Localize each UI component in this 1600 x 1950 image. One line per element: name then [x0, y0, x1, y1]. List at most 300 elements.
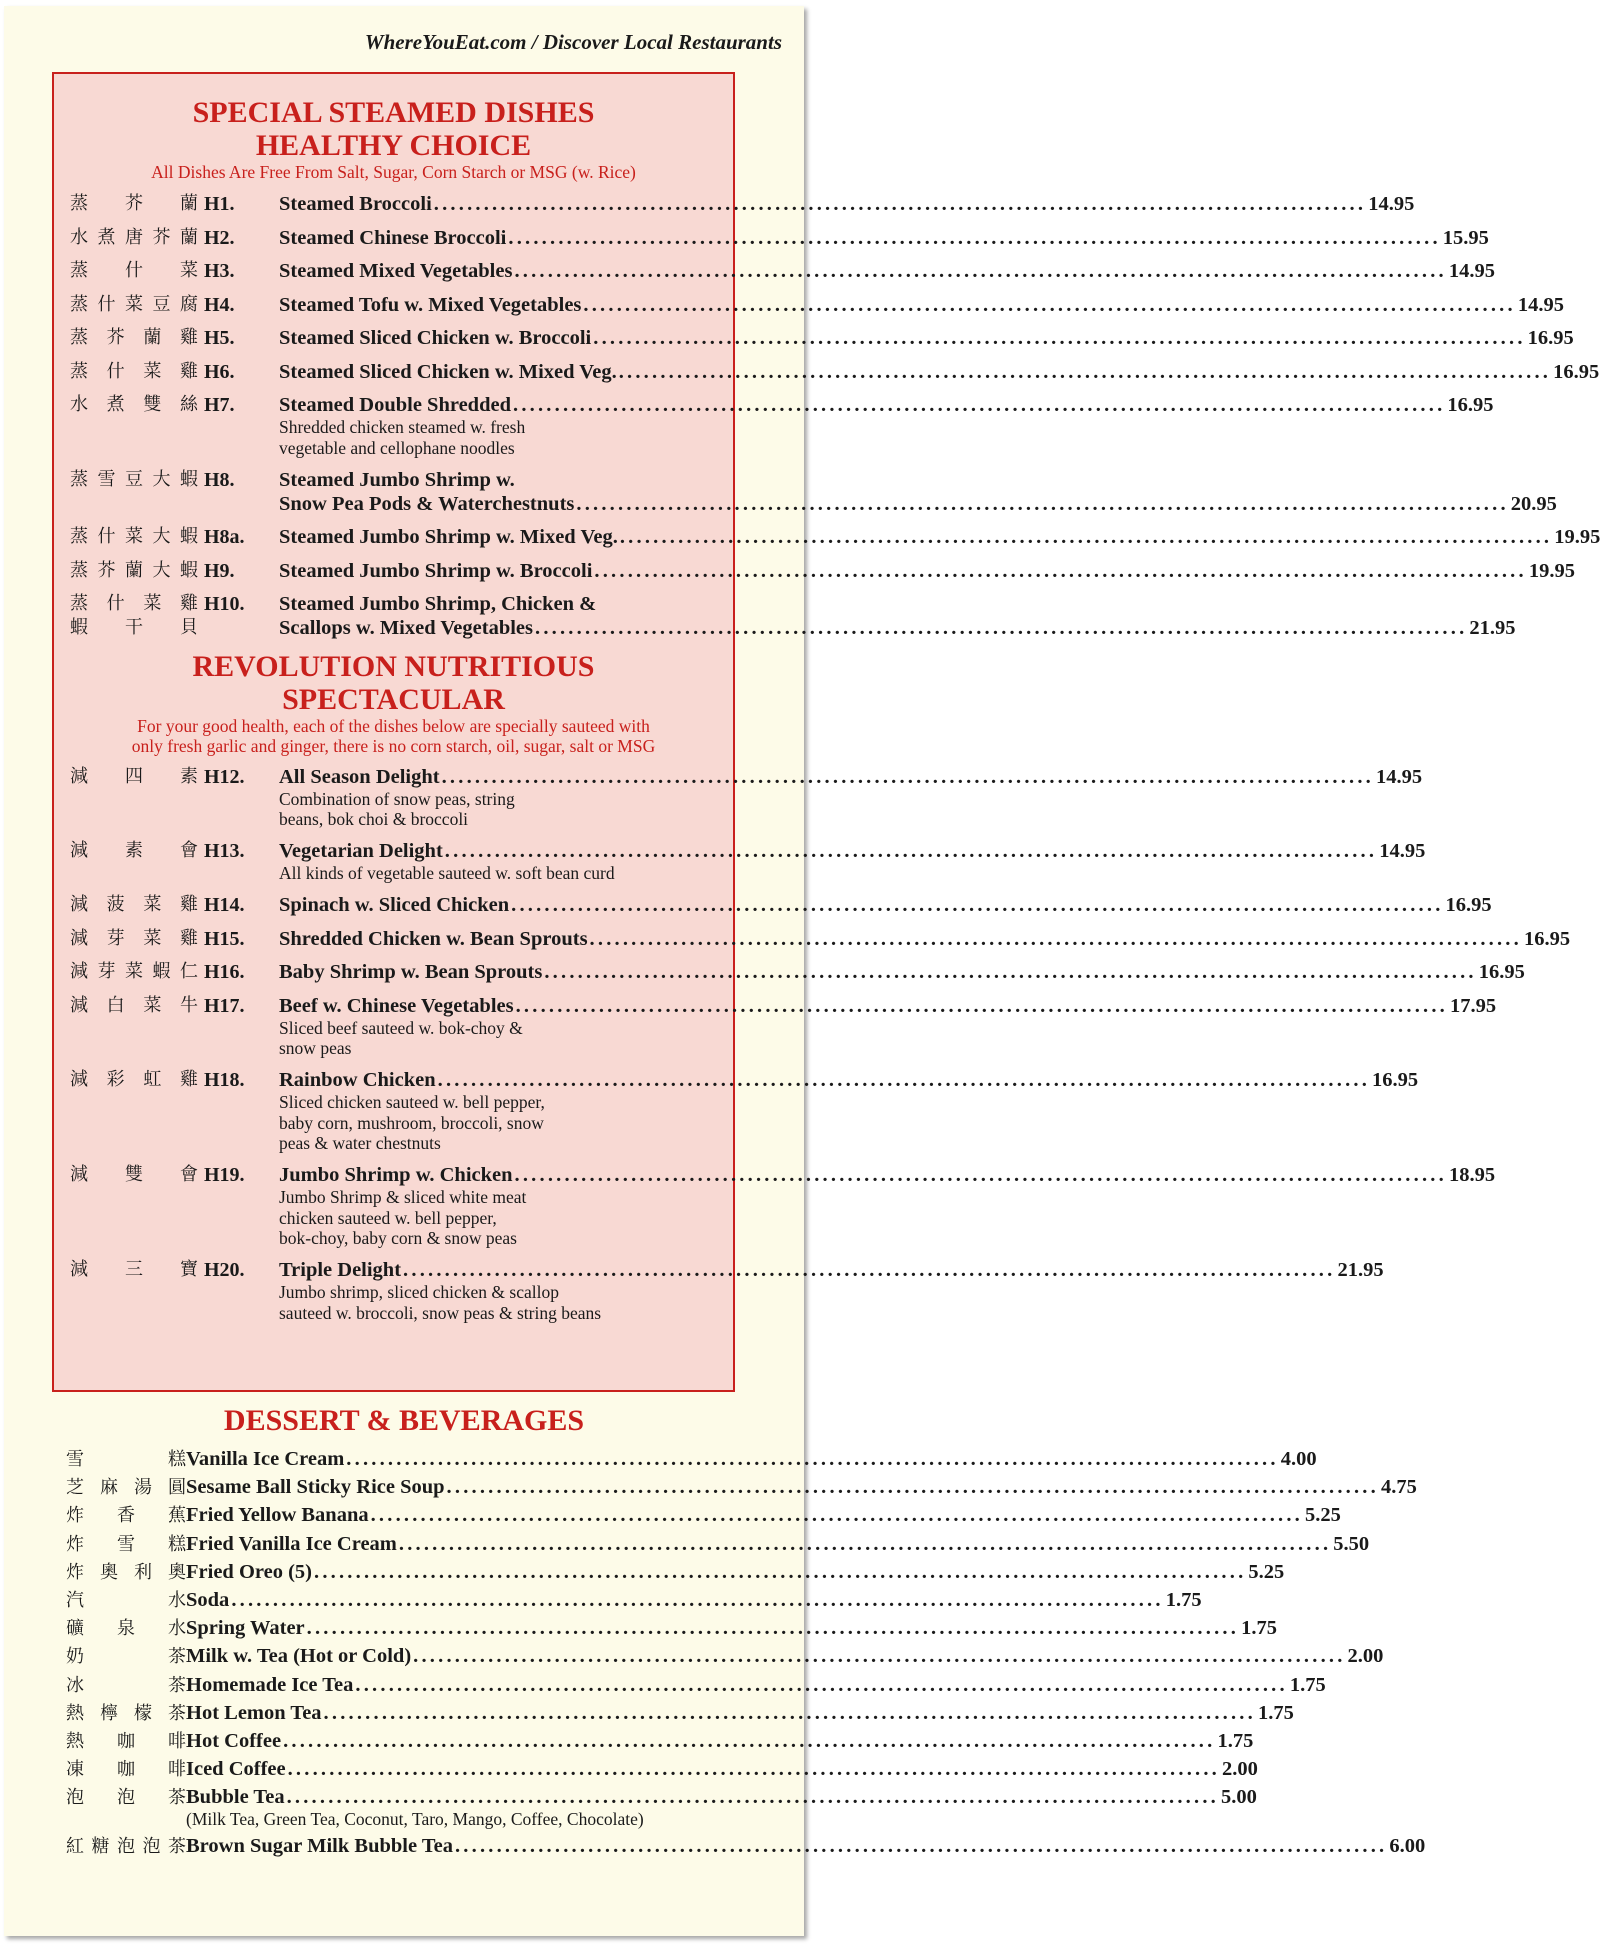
item-code: H15.	[204, 927, 245, 950]
dot-leader	[516, 994, 1448, 1018]
menu-page	[4, 6, 1600, 1936]
item-price: 5.00	[1220, 1786, 1257, 1809]
item-code: H4.	[204, 293, 235, 316]
item-name: Spring Water	[186, 1617, 305, 1640]
menu-item	[66, 1673, 1326, 1697]
item-name-line	[279, 765, 1422, 789]
description-line: Combination of snow peas, string	[279, 788, 515, 809]
item-description	[279, 417, 1494, 458]
dot-leader	[399, 1533, 1331, 1556]
item-text	[186, 1702, 1294, 1725]
chinese-name: 水煮雙絲	[70, 394, 198, 415]
item-name-line	[279, 293, 1564, 317]
dot-leader	[324, 1702, 1256, 1725]
item-text	[186, 1476, 1417, 1499]
dot-leader	[403, 1258, 1335, 1282]
item-price: 4.75	[1380, 1476, 1417, 1499]
item-price: 1.75	[1165, 1588, 1202, 1611]
item-text	[186, 1835, 1425, 1858]
dot-leader	[590, 927, 1522, 951]
dot-leader	[434, 192, 1366, 216]
chinese-name: 奶茶	[66, 1646, 186, 1668]
chinese-name-column	[70, 1068, 198, 1092]
dot-leader	[231, 1589, 1163, 1612]
item-code: H20.	[204, 1259, 245, 1281]
item-name: Spinach w. Sliced Chicken	[279, 894, 510, 916]
item-description	[279, 1092, 1418, 1154]
item-name-line	[279, 525, 1600, 549]
item-name: Triple Delight	[279, 1259, 402, 1281]
item-text	[279, 839, 1425, 884]
dot-leader	[413, 1645, 1345, 1668]
menu-item	[54, 592, 1516, 640]
item-name-line	[186, 1589, 1202, 1612]
description-line: snow peas	[279, 1038, 352, 1058]
menu-item	[66, 1617, 1277, 1640]
menu-item	[54, 326, 1574, 350]
chinese-name-column	[70, 525, 198, 549]
item-name-cont: Scallops w. Mixed Vegetables	[279, 617, 533, 639]
item-price: 14.95	[1368, 193, 1415, 215]
chinese-name-column	[66, 1786, 186, 1809]
item-price: 15.95	[1442, 226, 1489, 249]
dot-leader	[346, 1448, 1278, 1471]
description-line: Shredded chicken steamed w. fresh	[279, 417, 526, 437]
chinese-name-column	[66, 1617, 186, 1640]
item-name-line	[186, 1504, 1341, 1527]
item-price: 5.50	[1333, 1532, 1370, 1555]
item-code: H14.	[204, 894, 245, 916]
chinese-name: 熱咖啡	[66, 1730, 186, 1752]
item-name-line	[186, 1533, 1369, 1556]
menu-item	[66, 1786, 1257, 1830]
item-name: Shredded Chicken w. Bean Sprouts	[279, 927, 588, 950]
menu-item	[66, 1834, 1426, 1858]
item-name: Homemade Ice Tea	[186, 1673, 354, 1696]
item-name-line	[279, 492, 1557, 516]
item-name: Brown Sugar Milk Bubble Tea	[186, 1834, 453, 1857]
chinese-name-column	[66, 1448, 186, 1471]
menu-item	[54, 259, 1495, 283]
revolution-note-1: For your good health, each of the dishes below are specially sauteed with	[137, 715, 650, 736]
item-name: Iced Coffee	[186, 1758, 286, 1781]
menu-item	[54, 765, 1423, 830]
item-name: Rainbow Chicken	[279, 1069, 436, 1091]
chinese-name: 減菠菜雞	[70, 894, 198, 915]
item-text	[279, 525, 1600, 549]
item-name: Hot Coffee	[186, 1729, 282, 1752]
item-price: 16.95	[1447, 394, 1494, 416]
chinese-name: 炸香蕉	[66, 1505, 186, 1527]
item-price: 16.95	[1553, 360, 1600, 383]
chinese-name-column	[66, 1476, 186, 1499]
dot-leader	[583, 293, 1515, 317]
item-price: 5.25	[1305, 1504, 1341, 1527]
item-name-line	[279, 1258, 1384, 1282]
item-name-line	[279, 360, 1599, 384]
menu-item	[66, 1504, 1341, 1527]
dot-leader	[445, 839, 1377, 863]
item-price: 19.95	[1554, 526, 1600, 548]
item-text	[279, 192, 1414, 216]
chinese-name: 汽水	[66, 1589, 186, 1611]
item-code: H18.	[204, 1069, 245, 1091]
item-name: Bubble Tea	[186, 1786, 285, 1809]
description-line: bok-choy, baby corn & snow peas	[279, 1228, 517, 1248]
chinese-name: 蒸芥蘭	[70, 193, 198, 214]
dot-leader	[314, 1561, 1246, 1584]
item-price: 17.95	[1450, 994, 1497, 1017]
item-text	[186, 1533, 1369, 1556]
item-text	[186, 1504, 1341, 1527]
item-code: H2.	[204, 226, 235, 249]
menu-item	[66, 1645, 1384, 1668]
item-name-line	[186, 1645, 1383, 1668]
item-name-line	[186, 1702, 1294, 1725]
chinese-name: 蒸什菜	[70, 260, 198, 281]
chinese-name-column	[70, 592, 198, 640]
item-text	[186, 1589, 1202, 1612]
item-code: H13.	[204, 840, 245, 862]
menu-item	[66, 1758, 1258, 1781]
dot-leader	[576, 492, 1508, 516]
chinese-name: 凍咖啡	[66, 1759, 186, 1781]
item-code: H6.	[204, 360, 235, 383]
item-name-line	[279, 839, 1425, 863]
menu-item	[54, 393, 1494, 458]
menu-item	[54, 1163, 1496, 1249]
dot-leader	[438, 1068, 1370, 1092]
item-name-line	[279, 326, 1574, 350]
item-price: 1.75	[1257, 1701, 1294, 1724]
item-price: 21.95	[1337, 1259, 1384, 1281]
item-text	[186, 1617, 1277, 1640]
item-description	[186, 1809, 1257, 1830]
item-name: Sesame Ball Sticky Rice Soup	[186, 1476, 445, 1499]
item-text	[279, 765, 1422, 830]
description-line: Jumbo Shrimp & sliced white meat	[279, 1187, 527, 1207]
description-line: sauteed w. broccoli, snow peas & string beans	[279, 1302, 602, 1323]
item-price: 16.95	[1527, 327, 1574, 349]
item-price: 20.95	[1510, 492, 1557, 515]
dot-leader	[283, 1730, 1215, 1753]
item-price: 14.95	[1379, 840, 1426, 862]
chinese-name-column	[70, 927, 198, 951]
menu-item	[54, 360, 1600, 384]
chinese-name-column	[70, 893, 198, 917]
dot-leader	[288, 1758, 1220, 1781]
menu-item	[54, 226, 1489, 250]
menu-item	[66, 1532, 1370, 1556]
item-name-line	[279, 592, 1516, 616]
item-name: Steamed Jumbo Shrimp w. Broccoli	[279, 559, 593, 582]
chinese-name-column	[66, 1589, 186, 1612]
item-name: Steamed Broccoli	[279, 193, 432, 215]
dot-leader	[544, 960, 1476, 984]
item-code: H10.	[204, 593, 245, 615]
item-name-line	[279, 393, 1494, 417]
item-name-line	[279, 559, 1575, 583]
chinese-name-column	[70, 994, 198, 1018]
item-text	[279, 360, 1599, 384]
item-name-line	[186, 1448, 1317, 1471]
chinese-name-column	[66, 1533, 186, 1556]
revolution-note-2: only fresh garlic and ginger, there is no corn starch, oil, sugar, salt or MSG	[131, 735, 656, 756]
chinese-name-column	[70, 559, 198, 583]
chinese-name-column	[70, 960, 198, 984]
chinese-name-line-2: 蝦干貝	[70, 617, 198, 638]
chinese-name-column	[70, 226, 198, 250]
description-line: (Milk Tea, Green Tea, Coconut, Taro, Mango, Coffee, Chocolate)	[186, 1809, 644, 1830]
item-code: H16.	[204, 961, 245, 983]
item-price: 14.95	[1376, 765, 1423, 788]
chinese-name-column	[66, 1730, 186, 1753]
item-description	[279, 1282, 1384, 1323]
item-text	[279, 960, 1525, 984]
item-name-line	[279, 226, 1489, 250]
chinese-name-column	[66, 1702, 186, 1725]
chinese-name-column	[70, 839, 198, 863]
dot-leader	[307, 1617, 1239, 1640]
item-name: Fried Yellow Banana	[186, 1504, 369, 1527]
dot-leader	[593, 326, 1525, 350]
dot-leader	[619, 360, 1551, 384]
menu-item	[54, 839, 1426, 884]
chinese-name: 芝麻湯圓	[66, 1477, 186, 1499]
chinese-name: 冰茶	[66, 1674, 186, 1696]
item-price: 16.95	[1372, 1069, 1419, 1091]
item-name-line	[186, 1786, 1257, 1809]
description-line: All kinds of vegetable sauteed w. soft bean curd	[279, 863, 615, 883]
chinese-name-column	[70, 393, 198, 417]
item-name: Soda	[186, 1588, 230, 1611]
chinese-name-column	[70, 360, 198, 384]
menu-item	[66, 1448, 1317, 1471]
item-text	[279, 393, 1494, 458]
item-text	[279, 259, 1495, 283]
chinese-name: 泡泡茶	[66, 1787, 186, 1809]
dot-leader	[508, 226, 1440, 250]
item-price: 1.75	[1217, 1729, 1254, 1752]
description-line: vegetable and cellophane noodles	[279, 437, 515, 458]
item-name: Vanilla Ice Cream	[186, 1448, 345, 1470]
item-price: 21.95	[1469, 617, 1516, 639]
menu-item	[54, 293, 1564, 317]
item-price: 19.95	[1528, 559, 1575, 582]
chinese-name: 炸雪糕	[66, 1533, 186, 1555]
item-code: H7.	[204, 394, 235, 416]
item-name: Steamed Jumbo Shrimp w. Mixed Veg.	[279, 526, 618, 548]
item-name-line	[279, 994, 1496, 1018]
menu-item	[66, 1588, 1202, 1612]
chinese-name: 炸奧利奧	[66, 1561, 186, 1583]
item-price: 14.95	[1517, 293, 1564, 316]
item-text	[186, 1645, 1383, 1668]
item-text	[186, 1561, 1284, 1584]
item-name-line	[186, 1758, 1258, 1781]
item-name: Baby Shrimp w. Bean Sprouts	[279, 961, 543, 983]
chinese-name: 減雙會	[70, 1164, 198, 1185]
item-name: Steamed Jumbo Shrimp, Chicken &	[279, 593, 597, 615]
chinese-name: 蒸什菜雞	[70, 593, 198, 614]
item-text	[279, 893, 1492, 917]
site-watermark: WhereYouEat.com / Discover Local Restaurants	[364, 30, 782, 54]
dot-leader	[620, 525, 1552, 549]
item-name: Steamed Chinese Broccoli	[279, 226, 507, 249]
item-name-line	[186, 1674, 1326, 1697]
chinese-name: 減素會	[70, 840, 198, 861]
steamed-list	[54, 192, 1600, 640]
chinese-name-column	[66, 1645, 186, 1668]
description-line: Sliced chicken sauteed w. bell pepper,	[279, 1092, 545, 1112]
menu-item	[54, 1068, 1419, 1154]
item-price: 14.95	[1448, 260, 1495, 282]
item-name-line	[279, 893, 1492, 917]
chinese-name: 熱檸檬茶	[66, 1702, 186, 1724]
menu-item	[66, 1701, 1294, 1725]
item-code: H8.	[204, 468, 235, 491]
item-code: H9.	[204, 559, 235, 582]
item-code: H12.	[204, 765, 245, 788]
menu-item	[54, 893, 1492, 917]
item-code: H1.	[204, 193, 235, 215]
item-text	[186, 1786, 1257, 1830]
menu-item	[54, 468, 1557, 516]
item-text	[279, 994, 1496, 1059]
item-text	[279, 1163, 1495, 1249]
chinese-name-column	[66, 1504, 186, 1527]
steamed-title: SPECIAL STEAMED DISHES	[192, 96, 595, 129]
item-code: H19.	[204, 1164, 245, 1186]
item-name: Steamed Sliced Chicken w. Mixed Veg.	[279, 360, 617, 383]
dessert-list	[66, 1448, 1426, 1863]
item-name-line	[279, 468, 1557, 492]
item-text	[279, 1258, 1384, 1323]
item-name: Fried Vanilla Ice Cream	[186, 1532, 397, 1555]
chinese-name: 減芽菜雞	[70, 927, 198, 949]
item-code: H3.	[204, 260, 235, 282]
item-price: 4.00	[1280, 1448, 1317, 1470]
chinese-name: 蒸什菜豆腐	[70, 293, 198, 315]
description-line: peas & water chestnuts	[279, 1133, 441, 1153]
chinese-name: 紅糖泡泡茶	[66, 1835, 186, 1857]
item-description	[279, 1018, 1496, 1059]
item-name-cont: Snow Pea Pods & Waterchestnuts	[279, 492, 575, 515]
item-price: 1.75	[1289, 1673, 1326, 1696]
item-description	[279, 789, 1422, 830]
item-code: H17.	[204, 994, 245, 1017]
item-price: 2.00	[1347, 1645, 1384, 1668]
description-line: baby corn, mushroom, broccoli, snow	[279, 1112, 544, 1133]
item-code: H5.	[204, 327, 235, 349]
item-text	[279, 1068, 1418, 1154]
chinese-name: 水煮唐芥蘭	[70, 226, 198, 248]
chinese-name-column	[66, 1674, 186, 1697]
item-name: All Season Delight	[279, 765, 440, 788]
special-panel	[52, 72, 1600, 1392]
chinese-name: 減四素	[70, 765, 198, 787]
steamed-note: All Dishes Are Free From Salt, Sugar, Corn Starch or MSG (w. Rice)	[151, 162, 636, 182]
dot-leader	[514, 259, 1446, 283]
chinese-name-column	[70, 326, 198, 350]
chinese-name: 減芽菜蝦仁	[70, 961, 198, 982]
item-price: 2.00	[1222, 1758, 1258, 1781]
dot-leader	[287, 1786, 1219, 1809]
dot-leader	[355, 1674, 1287, 1697]
dot-leader	[511, 893, 1443, 917]
dot-leader	[513, 393, 1445, 417]
menu-item	[54, 559, 1575, 583]
description-line: beans, bok choi & broccoli	[279, 809, 469, 829]
item-text	[279, 293, 1564, 317]
dot-leader	[455, 1835, 1387, 1858]
item-name-line	[186, 1835, 1425, 1858]
item-name: Steamed Sliced Chicken w. Broccoli	[279, 327, 592, 349]
item-price: 16.95	[1478, 961, 1525, 983]
item-name-line	[186, 1617, 1277, 1640]
item-name: Steamed Jumbo Shrimp w.	[279, 468, 515, 491]
dot-leader	[594, 559, 1526, 583]
item-name-line	[279, 192, 1414, 216]
chinese-name: 礦泉水	[66, 1618, 186, 1640]
chinese-name-column	[66, 1561, 186, 1584]
item-text	[186, 1758, 1258, 1781]
chinese-name: 減三寶	[70, 1259, 198, 1280]
menu-item	[66, 1729, 1254, 1753]
menu-item	[54, 525, 1600, 549]
item-code: H8a.	[204, 526, 245, 548]
item-price: 6.00	[1389, 1834, 1426, 1857]
item-price: 5.25	[1248, 1560, 1285, 1583]
item-text	[279, 927, 1570, 951]
chinese-name: 減白菜牛	[70, 994, 198, 1016]
chinese-name-column	[66, 1758, 186, 1781]
revolution-title: REVOLUTION NUTRITIOUS	[192, 649, 595, 683]
chinese-name-column	[70, 1258, 198, 1282]
chinese-name-column	[70, 1163, 198, 1187]
item-price: 18.95	[1448, 1164, 1496, 1186]
menu-item	[54, 994, 1497, 1059]
item-description	[279, 863, 1425, 884]
item-text	[279, 592, 1516, 640]
item-price: 16.95	[1523, 927, 1571, 950]
menu-item	[54, 1258, 1384, 1323]
chinese-name-column	[70, 192, 198, 216]
item-price: 1.75	[1241, 1617, 1277, 1640]
description-line: Sliced beef sauteed w. bok-choy &	[279, 1017, 523, 1038]
chinese-name: 蒸什菜雞	[70, 360, 198, 382]
item-text	[279, 326, 1574, 350]
revolution-subtitle: SPECTACULAR	[282, 682, 505, 716]
menu-item	[54, 960, 1525, 984]
item-name-line	[186, 1476, 1417, 1499]
chinese-name: 蒸雪豆大蝦	[70, 468, 198, 490]
item-name: Hot Lemon Tea	[186, 1701, 322, 1724]
chinese-name: 減彩虹雞	[70, 1069, 198, 1090]
dot-leader	[442, 765, 1374, 789]
description-line: Jumbo shrimp, sliced chicken & scallop	[279, 1282, 559, 1302]
menu-item	[66, 1476, 1417, 1499]
item-name-line	[186, 1561, 1284, 1584]
chinese-name-column	[66, 1835, 186, 1858]
item-text	[186, 1448, 1317, 1471]
item-name: Steamed Double Shredded	[279, 394, 511, 416]
dot-leader	[515, 1163, 1447, 1187]
item-name: Steamed Tofu w. Mixed Vegetables	[279, 293, 582, 316]
menu-item	[66, 1560, 1285, 1584]
item-name-line	[186, 1730, 1253, 1753]
item-description	[279, 1187, 1495, 1249]
